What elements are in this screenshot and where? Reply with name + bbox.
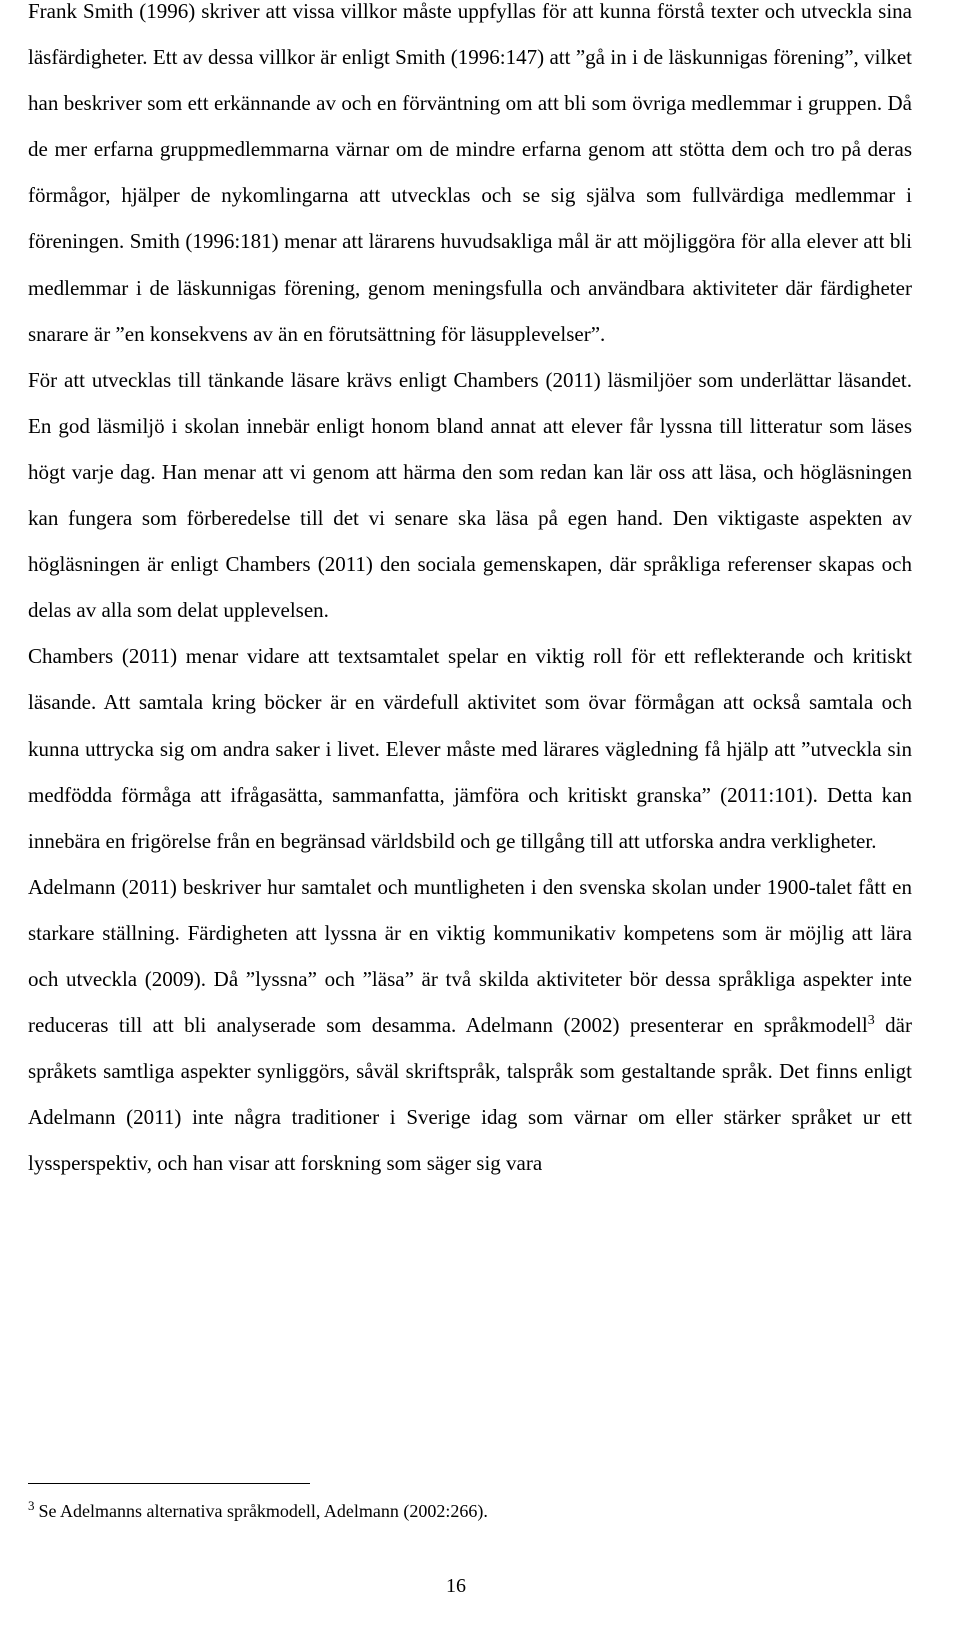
paragraph-1: Frank Smith (1996) skriver att vissa villkor måste uppfyllas för att kunna förstå texter och utveckla sina läsfärdigheter. Ett av dessa villkor är enligt Smith (1996:147) att ”gå in i de läskunnigas förening”, vilket han beskriver som ett erkännande av och en förväntning om att bli som övriga medlemmar i gruppen. Då de mer erfarna gruppmedlemmarna värnar om de mindre erfarna genom att stötta dem och tro på deras förmågor, hjälper de nykomlingarna att utvecklas och se sig själva som fullvärdiga medlemmar i föreningen. Smith (1996:181) menar att lärarens huvudsakliga mål är att möjliggöra för alla elever att bli medlemmar i de läskunnigas förening, genom meningsfulla och användbara aktiviteter där färdigheter snarare är ”en konsekvens av än en förutsättning för läsupplevelser”. [28, 0, 912, 346]
footnote-number: 3 [28, 1498, 35, 1513]
paragraph-4-text-after: där språkets samtliga aspekter synliggörs, såväl skriftspråk, talspråk som gestaltande språk. Det finns enligt Adelmann (2011) inte några traditioner i Sverige idag som värnar om eller stärker språket ur ett lyssperspektiv, och han visar att forskning som säger sig vara [28, 1013, 912, 1176]
page-number-text: 16 [446, 1575, 466, 1597]
paragraph-2: För att utvecklas till tänkande läsare krävs enligt Chambers (2011) läsmiljöer som underlättar läsandet. En god läsmiljö i skolan innebär enligt honom bland annat att elever får lyssna till litteratur som läses högt varje dag. Han menar att vi genom att härma den som redan kan lär oss att läsa, och högläsningen kan fungera som förberedelse till det vi senare ska läsa på egen hand. Den viktigaste aspekten av högläsningen är enligt Chambers (2011) den sociala gemenskapen, där språkliga referenser skapas och delas av alla som delat upplevelsen. [28, 367, 912, 623]
paragraph-4 [28, 864, 912, 1187]
footnote-divider [28, 1483, 310, 1484]
body-text [28, 0, 912, 1186]
paragraph-3: Chambers (2011) menar vidare att textsamtalet spelar en viktig roll för ett reflekterande och kritiskt läsande. Att samtala kring böcker är en värdefull aktivitet som övar förmågan att också samtala och kunna uttrycka sig om andra saker i livet. Elever måste med lärares vägledning få hjälp att ”utveckla sin medfödda förmåga att ifrågasätta, sammanfatta, jämföra och kritiskt granska” (2011:101). Detta kan innebära en frigörelse från en begränsad världsbild och ge tillgång till att utforska andra verkligheter. [28, 644, 912, 853]
footnote [28, 1498, 912, 1524]
footnote-text: Se Adelmanns alternativa språkmodell, Adelmann (2002:266). [38, 1501, 488, 1521]
footnote-reference: 3 [867, 1013, 875, 1029]
paragraph-4-text-before: Adelmann (2011) beskriver hur samtalet och muntligheten i den svenska skolan under 1900-talet fått en starkare ställning. Färdigheten att lyssna är en viktig kommunikativ kompetens som är möjlig att lära och utveckla (2009). Då ”lyssna” och ”läsa” är två skilda aktiviteter bör dessa språkliga aspekter inte reduceras till att bli analyserade som desamma. Adelmann (2002) presenterar en språkmodell [28, 874, 912, 1038]
page-number [0, 1575, 912, 1598]
